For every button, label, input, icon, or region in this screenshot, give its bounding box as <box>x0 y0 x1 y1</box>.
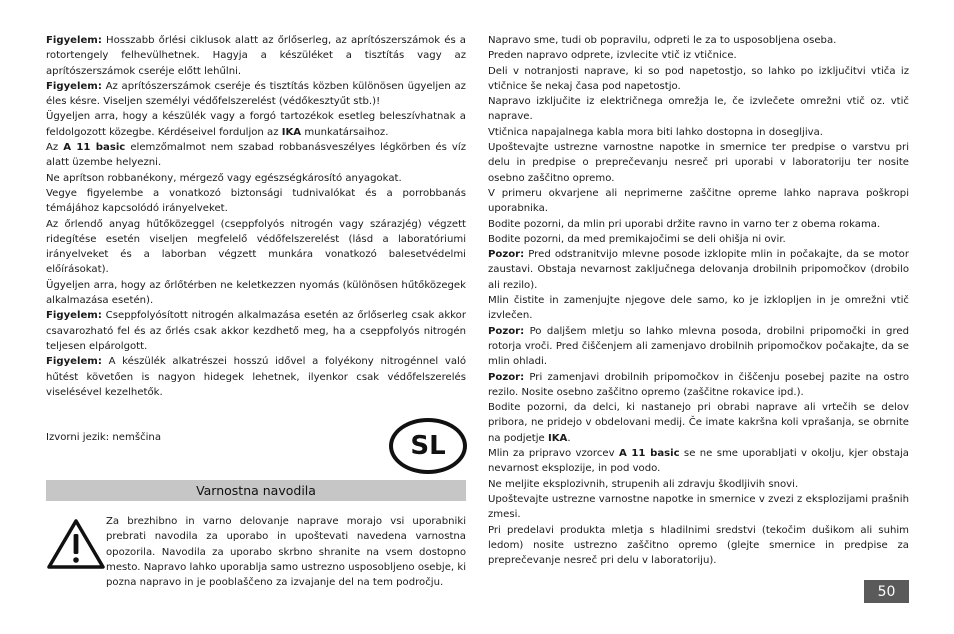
paragraph: Mlin čistite in zamenjujte njegove dele samo, ko je izklopljen in je omrežni vtič izvlečen. <box>488 295 909 322</box>
paragraph: Pri predelavi produkta mletja s hladilnimi sredstvi (tekočim dušikom ali suhim ledom) nosite ustrezno zaščitno opremo (glejte smernice in predpise za preprečevanje nesreč pri delu v laboratoriju). <box>488 524 909 567</box>
paragraph: Figyelem: Cseppfolyósított nitrogén alkalmazása esetén az őrlőserleg csak akkor csavarozható fel és az őrlés csak akkor kezdhető meg, ha a cseppfolyós nitrogén teljesen elpárolgott. <box>46 310 466 352</box>
paragraph: Mlin za pripravo vzorcev A 11 basic se ne sme uporabljati v okolju, kjer obstaja nevarnost eksplozije, in pod vodo. <box>488 448 909 475</box>
paragraph: Bodite pozorni, da mlin pri uporabi držite ravno in varno ter z obema rokama. <box>488 218 881 230</box>
paragraph: Figyelem: Az aprítószerszámok cseréje és tisztítás közben különösen ügyeljen az éles késre. Viseljen személyi védőfelszerelést (védőkesztyűt stb.)! <box>46 80 466 108</box>
paragraph: Ne meljite eksplozivnih, strupenih ali zdravju škodljivih snovi. <box>488 478 799 490</box>
source-language-note: Izvorni jezik: nemščina <box>46 432 162 443</box>
paragraph: Napravo sme, tudi ob popravilu, odpreti le za to usposobljena oseba. <box>488 35 837 46</box>
paragraph: Upoštevajte ustrezne varnostne napotke in smernice v zvezi z eksplozijami prašnih zmesi. <box>488 493 909 521</box>
paragraph: Vtičnica napajalnega kabla mora biti lahko dostopna in dosegljiva. <box>488 126 824 138</box>
paragraph: Deli v notranjosti naprave, ki so pod napetostjo, so lahko po izključitvi vtiča iz vtičnice še nekaj časa pod napetostjo. <box>488 65 909 92</box>
paragraph: Az A 11 basic elemzőmalmot nem szabad robbanásveszélyes légkörben és víz alatt üzembe helyezni. <box>46 142 466 169</box>
language-badge: SL <box>389 418 467 474</box>
paragraph: Figyelem: A készülék alkatrészei hosszú idővel a folyékony nitrogénnel való hűtést követően is nagyon hidegek lehetnek, ilyenkor csak védőfelszerelés viselésével kezelhetők. <box>46 356 466 398</box>
paragraph: Upoštevajte ustrezne varnostne napotke in smernice ter predpise o varstvu pri delu in predpise o preprečevanju nesreč pri uporabi v laboratoriju ter nosite osebno zaščitno opremo. <box>488 142 909 184</box>
paragraph: Ne aprítson robbanékony, mérgező vagy egészségkárosító anyagokat. <box>46 172 402 184</box>
paragraph: Bodite pozorni, da med premikajočimi se deli ohišja ni ovir. <box>488 233 786 245</box>
paragraph: Ügyeljen arra, hogy a készülék vagy a forgó tartozékok esetleg beleszívhatnak a feldolgozott közegbe. Kérdéseivel forduljon az IKA munkatársaihoz. <box>46 111 466 138</box>
paragraph: Pozor: Pred odstranitvijo mlevne posode izklopite mlin in počakajte, da se motor zaustavi. Obstaja nevarnost zaključnega delovanja drobilnih pripomočkov (drobilo ali rezilo). <box>488 249 909 291</box>
paragraph: Pozor: Po daljšem mletju so lahko mlevna posoda, drobilni pripomočki in gred rotorja vroči. Pred čiščenjem ali zamenjavo drobilnih pripomočkov počakajte, da se mlin ohladi. <box>488 325 909 368</box>
paragraph: Figyelem: Hosszabb őrlési ciklusok alatt az őrlőserleg, az aprítószerszámok és a rotortengely felhevülhetnek. Hagyja a készüléket a tisztítás vagy az aprítószerszámok cseréje előtt lehűlni. <box>46 35 466 77</box>
paragraph: Bodite pozorni, da delci, ki nastanejo pri obrabi naprave ali vrtečih se delov pribora, ne pridejo v obdelovani medij. Če imate kakršna koli vprašanja, se obrnite na podjetje IKA. <box>488 402 909 444</box>
section-title: Varnostna navodila <box>46 480 466 501</box>
paragraph: Ügyeljen arra, hogy az őrlőtérben ne keletkezzen nyomás (különösen hűtőközegek alkalmazása esetén). <box>46 279 466 307</box>
right-column <box>488 33 909 568</box>
left-column <box>46 33 466 400</box>
safety-instructions-text: Za brezhibno in varno delovanje naprave morajo vsi uporabniki prebrati navodila za uporabo in upoštevati navedena varnostna opozorila. Navodila za uporabo skrbno shranite na vsem dostopno mesto. Napravo lahko uporablja samo ustrezno usposobljeno osebje, ki pozna napravo in je pooblaščeno za izvajanje del na tem področju. <box>106 516 466 589</box>
paragraph: Pozor: Pri zamenjavi drobilnih pripomočkov in čiščenju posebej pazite na ostro rezilo. Nosite osebno zaščitno opremo (zaščitne rokavice ipd.). <box>488 371 909 398</box>
paragraph: Vegye figyelembe a vonatkozó biztonsági tudnivalókat és a porrobbanás témájához kapcsolódó irányelveket. <box>46 187 466 215</box>
paragraph: V primeru okvarjene ali neprimerne zaščitne opreme lahko naprava poškropi uporabnika. <box>488 187 909 215</box>
paragraph: Preden napravo odprete, izvlecite vtič iz vtičnice. <box>488 50 737 62</box>
paragraph: Napravo izključite iz električnega omrežja le, če izvlečete omrežni vtič oz. vtič naprave. <box>488 96 909 123</box>
paragraph: Az őrlendő anyag hűtőközeggel (cseppfolyós nitrogén vagy szárazjég) végzett ridegítése esetén viseljen megfelelő védőfelszerelést (lásd a laboratóriumi irányelveket és a laborban végzett munkára vonatkozó balesetvédelmi előírásokat). <box>46 218 466 276</box>
page-number: 50 <box>864 580 909 603</box>
